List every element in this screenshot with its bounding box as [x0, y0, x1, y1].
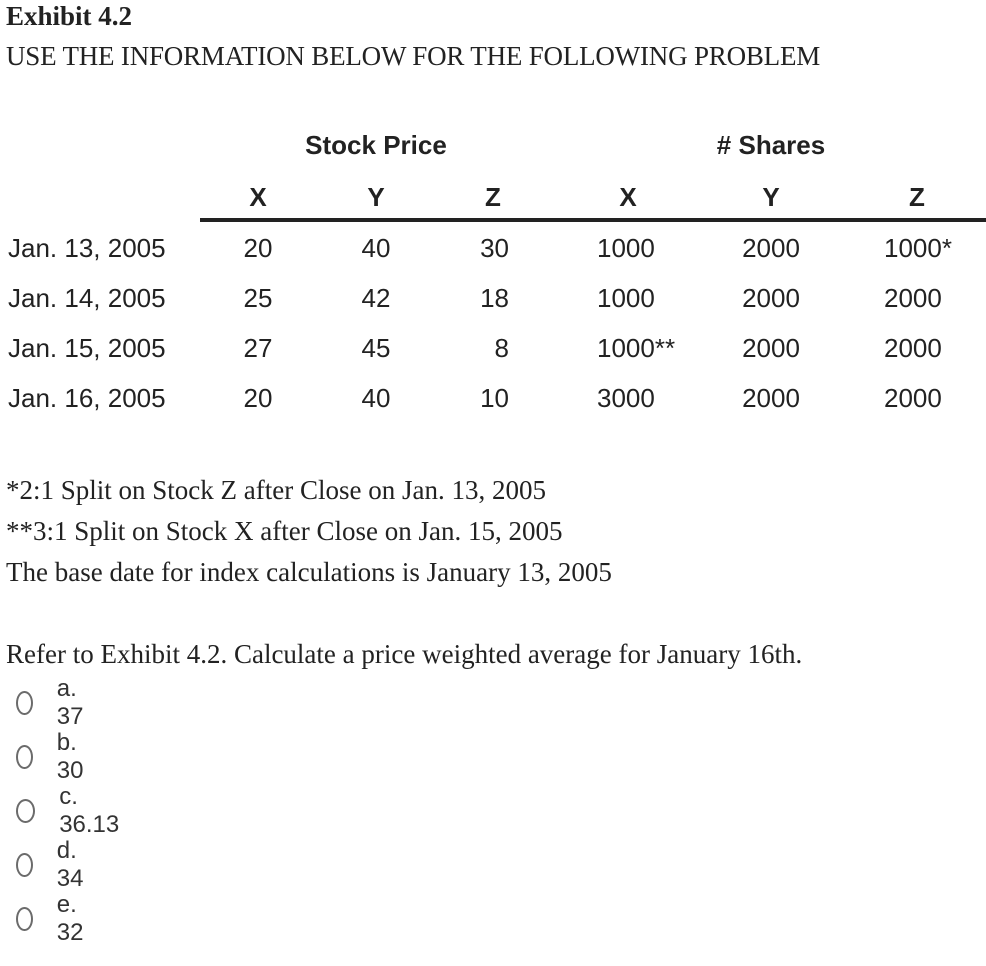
row-date: Jan. 15, 2005 [8, 333, 166, 363]
table-cell: 10 [480, 383, 509, 413]
exhibit-instruction: USE THE INFORMATION BELOW FOR THE FOLLOWING PROBLEM [6, 41, 821, 71]
note-base-date: The base date for index calculations is January 13, 2005 [6, 557, 612, 587]
answer-option-label: c. 36.13 [59, 783, 120, 838]
table-cell: 20 [243, 383, 273, 413]
table-cell: 2000 [742, 233, 800, 263]
answer-option-a[interactable] [16, 675, 91, 730]
table-cell: 2000 [884, 383, 942, 413]
note-split-x: **3:1 Split on Stock X after Close on Jan. 15, 2005 [6, 516, 563, 546]
table-cell: 45 [361, 333, 391, 363]
exhibit-notes [6, 470, 612, 593]
table-cell: 40 [361, 233, 391, 263]
table-cell: 42 [361, 283, 391, 313]
table-cell: 40 [361, 383, 391, 413]
exhibit-title: Exhibit 4.2 [6, 1, 133, 31]
question-text: Refer to Exhibit 4.2. Calculate a price weighted average for January 16th. [6, 639, 803, 669]
table-cell: 1000 [597, 283, 655, 313]
table-cell: 18 [480, 283, 509, 313]
answer-option-d[interactable] [16, 837, 91, 892]
exhibit-table [0, 120, 986, 420]
table-cell: 2000 [742, 283, 800, 313]
header-rule [200, 218, 986, 222]
shares-group-header: # Shares [716, 130, 826, 160]
table-cell: 8 [494, 333, 509, 363]
table-cell: 25 [243, 283, 273, 313]
radio-button-icon[interactable] [16, 853, 33, 877]
table-cell: 2000 [884, 333, 942, 363]
col-header-price-y: Y [367, 182, 385, 212]
table-cell: 2000 [884, 283, 942, 313]
answer-option-label: b. 30 [56, 729, 84, 784]
stock-price-group-header: Stock Price [305, 130, 447, 160]
row-date: Jan. 13, 2005 [8, 233, 166, 263]
table-cell: 20 [243, 233, 273, 263]
table-cell: 1000* [884, 233, 952, 263]
answer-option-label: e. 32 [56, 891, 84, 946]
row-date: Jan. 16, 2005 [8, 383, 166, 413]
radio-button-icon[interactable] [16, 907, 33, 931]
answer-option-label: d. 34 [56, 837, 84, 892]
table-cell: 30 [480, 233, 509, 263]
col-header-shares-y: Y [762, 182, 780, 212]
col-header-price-z: Z [485, 182, 501, 212]
col-header-shares-x: X [619, 182, 637, 212]
answer-option-label: a. 37 [56, 675, 84, 730]
col-header-price-x: X [249, 182, 267, 212]
row-date: Jan. 14, 2005 [8, 283, 166, 313]
table-cell: 2000 [742, 383, 800, 413]
col-header-shares-z: Z [909, 182, 925, 212]
table-cell: 27 [243, 333, 273, 363]
answer-option-e[interactable] [16, 891, 91, 946]
table-cell: 2000 [742, 333, 800, 363]
answer-option-c[interactable] [16, 783, 124, 838]
radio-button-icon[interactable] [16, 745, 33, 769]
table-cell: 1000 [597, 233, 655, 263]
note-split-z: *2:1 Split on Stock Z after Close on Jan. 13, 2005 [6, 475, 546, 505]
radio-button-icon[interactable] [16, 799, 35, 823]
answer-option-b[interactable] [16, 729, 91, 784]
table-cell: 1000** [597, 333, 676, 363]
table-cell: 3000 [597, 383, 655, 413]
radio-button-icon[interactable] [16, 691, 33, 715]
